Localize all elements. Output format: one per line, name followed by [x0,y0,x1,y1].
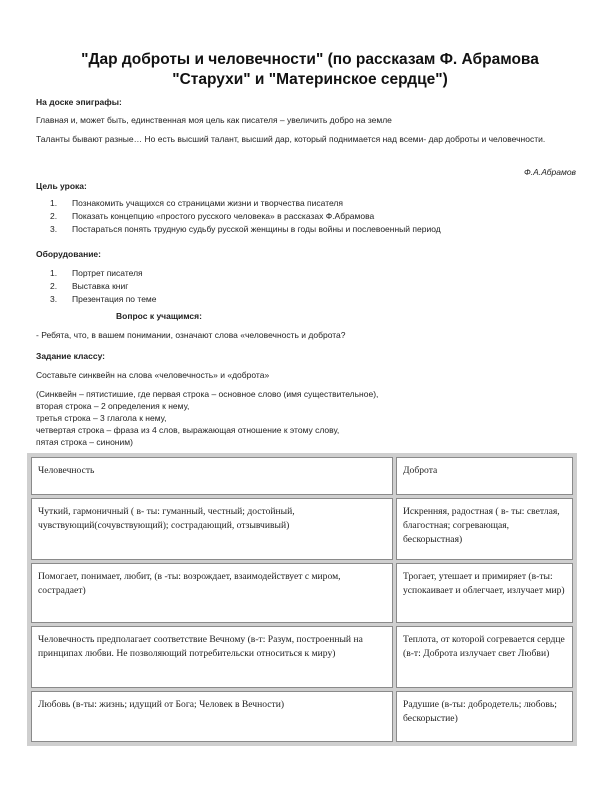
goals-heading: Цель урока: [36,181,87,191]
question-text: - Ребята, что, в вашем понимании, означают слова «человечность и доброта? [36,330,346,340]
epigraph-2: Таланты бывают разные… Но есть высший талант, высший дар, который поднимается над всеми- дар доброты и человечности. [36,134,546,144]
task-heading: Задание классу: [36,351,106,361]
task-text: Составьте синквейн на слова «человечность» и «доброта» [36,370,270,380]
list-item: 2. Показать концепцию «простого русского человека» в рассказах Ф.Абрамова [50,211,375,221]
equipment-heading: Оборудование: [36,249,101,259]
table-cell: Трогает, утешает и примиряет (в-ты: успокаивает и облегчает, излучает мир) [396,563,573,623]
table-cell: Искренняя, радостная ( в- ты: светлая, благостная; согревающая, бескорыстная) [396,498,573,560]
cinquain-table [27,453,577,746]
page-title: "Дар доброты и человечности" (по рассказам Ф. Абрамова "Старухи" и "Материнское сердце") [81,51,539,88]
table-cell: Чуткий, гармоничный ( в- ты: гуманный, честный; достойный, чувствующий(сочувствующий); сострадающий, отзывчивый) [31,498,393,560]
list-item: 3. Презентация по теме [50,294,157,304]
table-header-humanity: Человечность [31,457,393,495]
list-item: 3. Постараться понять трудную судьбу русской женщины в годы войны и послевоенный период [50,224,441,234]
task-rule: пятая строка – синоним) [36,437,133,447]
table-header-kindness: Доброта [396,457,573,495]
epigraph-author: Ф.А.Абрамов [524,167,576,177]
task-rule: четвертая строка – фраза из 4 слов, выражающая отношение к этому слову, [36,425,340,435]
question-heading: Вопрос к учащимся: [116,311,202,321]
task-rule: (Синквейн – пятистишие, где первая строка – основное слово (имя существительное), [36,389,379,399]
table-cell: Теплота, от которой согревается сердце (в-т: Доброта излучает свет Любви) [396,626,573,688]
table-cell: Человечность предполагает соответствие Вечному (в-т: Разум, построенный на принципах любви. Не позволяющий потребительски относиться к миру) [31,626,393,688]
task-rule: третья строка – 3 глагола к нему, [36,413,167,423]
list-item: 2. Выставка книг [50,281,129,291]
table-cell: Радушие (в-ты: добродетель; любовь; бескорыстие) [396,691,573,742]
epigraphs-heading: На доске эпиграфы: [36,97,122,107]
task-rule: вторая строка – 2 определения к нему, [36,401,190,411]
table-cell: Любовь (в-ты: жизнь; идущий от Бога; Человек в Вечности) [31,691,393,742]
table-cell: Помогает, понимает, любит, (в -ты: возрождает, взаимодействует с миром, сострадает) [31,563,393,623]
epigraph-1: Главная и, может быть, единственная моя цель как писателя – увеличить добро на земле [36,115,392,125]
list-item: 1. Познакомить учащихся со страницами жизни и творчества писателя [50,198,343,208]
list-item: 1. Портрет писателя [50,268,143,278]
